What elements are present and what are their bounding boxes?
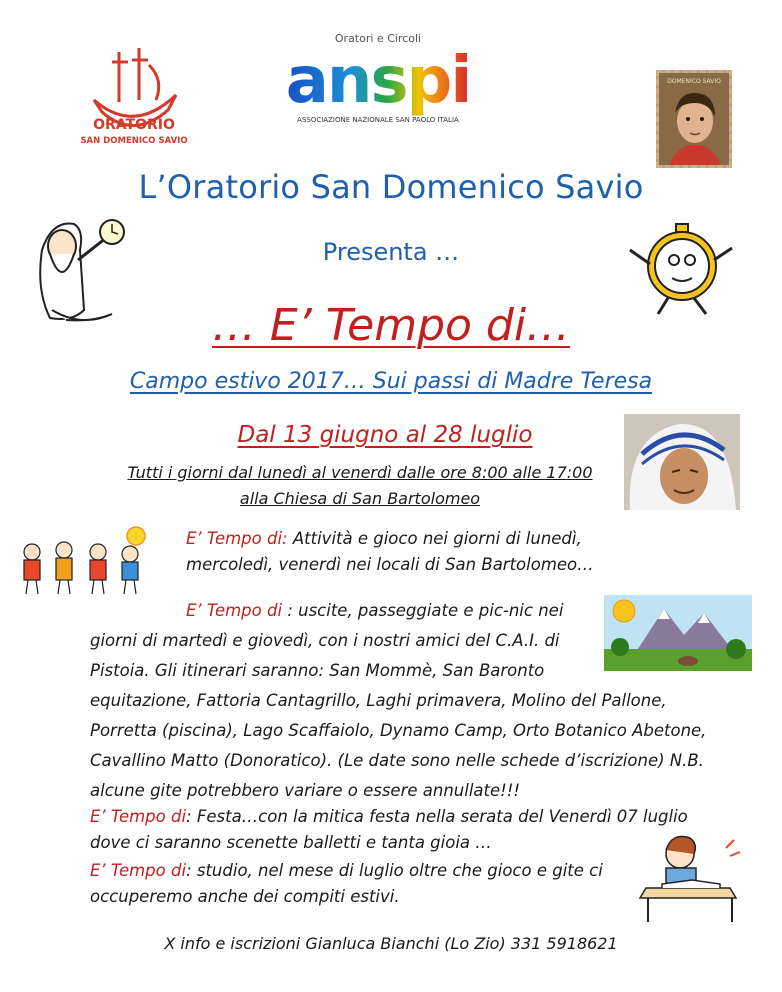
running-clock-clipart [620,210,740,320]
schedule-hours [90,460,630,512]
section-2 [186,596,598,626]
schedule-line-2: alla Chiesa di San Bartolomeo [239,489,481,508]
campo-subtitle [0,369,782,394]
oratorio-logo-bottom-text: SAN DOMENICO SAVIO [80,136,188,146]
anspi-logo [258,28,498,138]
section-1-label: E’ Tempo di: [186,529,288,548]
madre-teresa-photo [624,414,740,510]
section-3-label: E’ Tempo di [90,807,187,826]
oratorio-logo-top-text: ORATORIO [93,117,175,133]
anspi-top-text: Oratori e Circoli [334,32,422,45]
presenta-text: Presenta … [322,238,460,266]
page-title: L’Oratorio San Domenico Savio [138,168,644,206]
old-man-clock-clipart [22,210,130,328]
oratorio-logo [64,40,204,155]
footer-info: X info e iscrizioni Gianluca Bianchi (Lo Zio) 331 5918621 [164,934,618,953]
anspi-word: anspi [285,44,471,118]
section-3-text: : Festa…con la mitica festa nella serata del Venerdì 07 luglio dove ci saranno scenette balletti e tanta gioia … [90,807,688,852]
section-4-label: E’ Tempo di [90,861,187,880]
section-2-label: E’ Tempo di [186,601,283,620]
dates-heading [130,422,640,448]
section-4 [90,858,620,910]
kids-clipart [14,522,174,598]
main-title-text: … E’ Tempo di… [211,300,571,351]
section-1-text: Attività e gioco nei giorni di lunedì, mercoledì, venerdì nei locali di San Bartolomeo… [186,529,594,574]
domenico-savio-stamp [656,70,732,168]
anspi-subtitle: ASSOCIAZIONE NAZIONALE SAN PAOLO ITALIA [297,116,459,124]
section-2-first-line: : uscite, passeggiate e pic-nic nei [287,601,564,620]
stamp-text: DOMENICO SAVIO [667,78,721,85]
section-1 [186,526,612,578]
campo-subtitle-text: Campo estivo 2017… Sui passi di Madre Teresa [129,369,653,394]
section-2-flow [90,626,730,806]
studying-child-clipart [632,828,750,926]
schedule-line-1: Tutti i giorni dal lunedì al venerdì dalle ore 8:00 alle 17:00 [127,463,593,482]
dates-heading-text: Dal 13 giugno al 28 luglio [237,422,533,448]
section-3 [90,804,710,856]
section-2-image-spacer [590,626,730,676]
section-4-text: : studio, nel mese di luglio oltre che gioco e gite ci occuperemo anche dei compiti estivi. [90,861,603,906]
section-2-rest: giorni di martedì e giovedì, con i nostri amici del C.A.I. di Pistoia. Gli itinerari saranno: San Mommè, San Baronto equitazione, Fattoria Cantagrillo, Laghi primavera, Molino del Pallone, Porretta (piscina), Lago Scaffaiolo, Dynamo Camp, Orto Botanico Abetone, Cavallino Matto (Donoratico). (Le date sono nelle schede d’iscrizione) N.B. alcune gite potrebbero variare o essere annullate!!! [90,631,707,800]
